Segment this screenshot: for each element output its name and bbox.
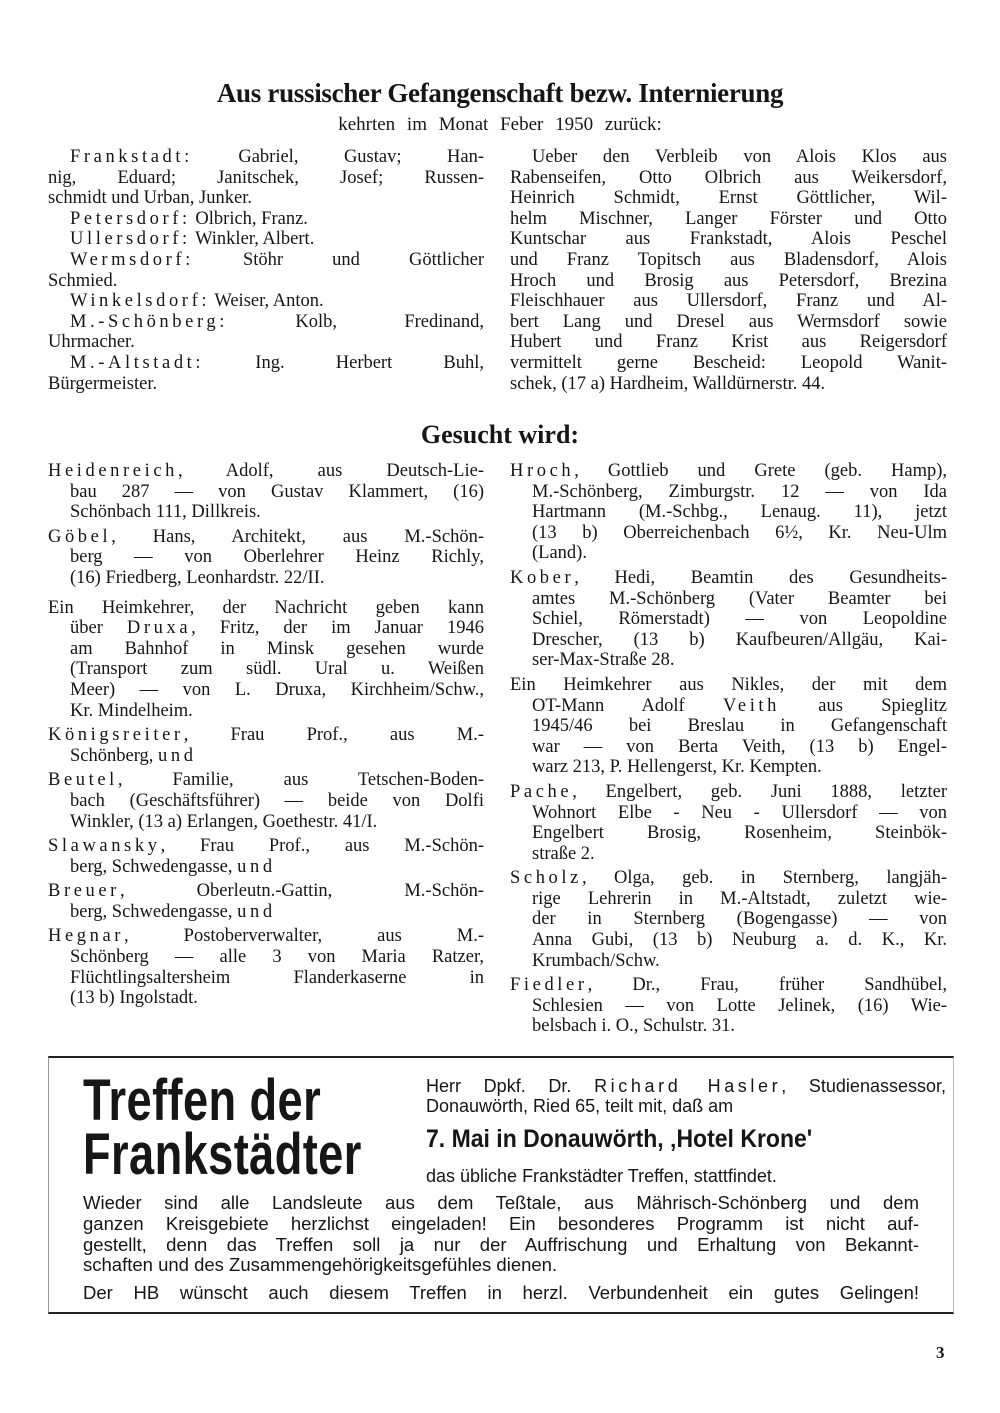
text-segment: Flüchtlingsaltersheim Flanderkaserne in bbox=[70, 967, 484, 988]
spaced-name: Slawansky bbox=[48, 836, 161, 857]
meeting-title-line: Frankstädter bbox=[83, 1122, 362, 1187]
text-entry bbox=[48, 926, 484, 1008]
text-segment: , Frau Prof., aus M.- bbox=[183, 725, 484, 746]
text-entry bbox=[510, 868, 947, 971]
text-entry bbox=[510, 975, 947, 1037]
text-segment: Winkler, (13 a) Erlangen, Goethestr. 41/I. bbox=[70, 811, 378, 832]
text-line bbox=[510, 291, 947, 312]
text-line bbox=[48, 857, 484, 878]
text-segment: Hubert und Franz Krist aus Reigersdorf bbox=[510, 332, 947, 353]
text-entry bbox=[48, 312, 484, 353]
text-segment: Hartmann (M.-Schbg., Lenaug. 11), jetzt bbox=[532, 502, 947, 523]
text-line bbox=[510, 650, 947, 671]
spaced-name: Frankstadt: bbox=[70, 147, 193, 167]
text-segment: helm Mischner, Langer Förster und Otto bbox=[510, 208, 947, 229]
text-line bbox=[510, 147, 947, 168]
text-line bbox=[48, 147, 484, 168]
text-line bbox=[510, 312, 947, 333]
text-segment: bach (Geschäftsführer) — beide von Dolfi bbox=[70, 790, 484, 811]
spaced-name: Winkelsdorf: bbox=[70, 291, 211, 312]
spaced-name: M.-Schönberg: bbox=[70, 311, 228, 332]
spaced-name: Wermsdorf: bbox=[70, 249, 194, 270]
text-line bbox=[48, 639, 484, 660]
text-segment: , Fritz, der im Januar 1946 bbox=[191, 618, 485, 639]
text-segment: ganzen Kreisgebiete herzlichst eingeladen! Ein besonderes Programm ist nicht auf- bbox=[83, 1212, 919, 1234]
text-segment: (13 b) Ingolstadt. bbox=[70, 988, 198, 1009]
text-segment: Kuntschar aus Frankstadt, Alois Peschel bbox=[510, 229, 947, 250]
text-segment: Winkler, Albert. bbox=[190, 229, 315, 250]
text-segment: OT-Mann Adolf bbox=[532, 695, 723, 716]
text-entry bbox=[510, 568, 947, 671]
text-segment: Drescher, (13 b) Kaufbeuren/Allgäu, Kai- bbox=[532, 629, 947, 650]
text-line bbox=[510, 332, 947, 353]
text-segment: Ueber den Verbleib von Alois Klos aus bbox=[532, 147, 947, 167]
meeting-date-location: 7. Mai in Donauwörth, ‚Hotel Krone' bbox=[426, 1125, 813, 1153]
text-segment: (Transport zum südl. Ural u. Weißen bbox=[70, 659, 484, 680]
text-segment: Engelbert Brosig, Rosenheim, Steinbök- bbox=[532, 823, 947, 844]
spaced-name: Hegnar bbox=[48, 926, 125, 947]
spaced-name: Pache bbox=[510, 781, 573, 802]
text-line bbox=[48, 926, 484, 947]
text-segment: Weiser, Anton. bbox=[210, 291, 324, 312]
text-line bbox=[510, 889, 947, 910]
text-segment: Schmied. bbox=[48, 270, 118, 291]
text-entry bbox=[83, 1193, 919, 1276]
text-line bbox=[510, 951, 947, 972]
returnees-right-column bbox=[510, 147, 947, 394]
meeting-body bbox=[83, 1193, 919, 1276]
text-segment: Kr. Mindelheim. bbox=[70, 700, 193, 721]
text-line bbox=[510, 568, 947, 589]
text-line bbox=[426, 1096, 946, 1116]
text-line bbox=[510, 209, 947, 230]
text-line bbox=[510, 716, 947, 737]
text-segment: , Studienassessor, bbox=[781, 1076, 946, 1096]
text-segment: , Hedi, Beamtin des Gesundheits- bbox=[574, 567, 947, 588]
text-line bbox=[48, 968, 484, 989]
spaced-name: Veith bbox=[722, 695, 781, 716]
text-line bbox=[83, 1235, 919, 1256]
spaced-name: und bbox=[158, 745, 197, 766]
text-segment: Herr Dpkf. Dr. bbox=[426, 1076, 595, 1096]
text-segment: , Gottlieb und Grete (geb. Hamp), bbox=[574, 461, 947, 481]
text-line bbox=[48, 374, 484, 395]
meeting-intro bbox=[426, 1076, 946, 1116]
wanted-left-column bbox=[48, 461, 484, 1013]
text-segment: berg, Schwedengasse, bbox=[70, 901, 238, 922]
text-line bbox=[510, 782, 947, 803]
text-line bbox=[510, 844, 947, 865]
text-segment: , Olga, geb. in Sternberg, langjäh- bbox=[581, 868, 947, 889]
text-line bbox=[48, 812, 484, 833]
text-line bbox=[48, 902, 484, 923]
text-segment: bau 287 — von Gustav Klammert, (16) bbox=[70, 481, 484, 502]
text-line bbox=[83, 1255, 919, 1276]
spaced-name: Göbel bbox=[48, 526, 112, 547]
text-line bbox=[48, 680, 484, 701]
text-line bbox=[510, 502, 947, 523]
text-line bbox=[510, 975, 947, 996]
text-segment: schaften und des Zusammengehörigkeitsgefühles dienen. bbox=[83, 1254, 558, 1276]
text-segment: über bbox=[70, 618, 127, 639]
text-line bbox=[48, 271, 484, 292]
spaced-name: Druxa bbox=[126, 618, 192, 639]
text-entry bbox=[48, 881, 484, 922]
wanted-right-column bbox=[510, 461, 947, 1041]
text-entry bbox=[510, 782, 947, 864]
meeting-title bbox=[83, 1068, 362, 1187]
text-segment: amtes M.-Schönberg (Vater Beamter bei bbox=[532, 588, 947, 609]
spaced-name: Kober bbox=[510, 567, 575, 588]
text-line bbox=[510, 589, 947, 610]
text-line bbox=[510, 271, 947, 292]
text-segment: , Frau Prof., aus M.-Schön- bbox=[160, 836, 484, 857]
text-segment: Uhrmacher. bbox=[48, 332, 135, 353]
spaced-name: Richard Hasler bbox=[594, 1076, 782, 1096]
text-line bbox=[48, 618, 484, 639]
text-entry bbox=[510, 675, 947, 778]
text-segment: 1945/46 bei Breslau in Gefangenschaft bbox=[532, 716, 947, 737]
text-line bbox=[83, 1214, 919, 1235]
text-line bbox=[48, 746, 484, 767]
text-line bbox=[510, 353, 947, 374]
text-segment: Schönberg, bbox=[70, 745, 159, 766]
text-line bbox=[510, 229, 947, 250]
text-line bbox=[48, 188, 484, 209]
text-line bbox=[48, 527, 484, 548]
article-subtitle: kehrten im Monat Feber 1950 zurück: bbox=[338, 114, 662, 135]
text-line bbox=[48, 725, 484, 746]
text-segment: Wohnort Elbe - Neu - Ullersdorf — von bbox=[532, 802, 947, 823]
text-line bbox=[48, 312, 484, 333]
text-segment: Anna Gubi, (13 b) Neuburg a. d. K., Kr. bbox=[532, 930, 947, 951]
text-line bbox=[48, 209, 484, 230]
returnees-left-column bbox=[48, 147, 484, 394]
text-line bbox=[510, 803, 947, 824]
spaced-name: Fiedler bbox=[510, 975, 588, 996]
article-title: Aus russischer Gefangenschaft bezw. Internierung bbox=[216, 78, 784, 108]
text-line bbox=[48, 461, 484, 482]
text-line bbox=[48, 332, 484, 353]
text-entry bbox=[48, 147, 484, 209]
text-line bbox=[510, 630, 947, 651]
text-line bbox=[510, 737, 947, 758]
spaced-name: Scholz bbox=[510, 868, 582, 889]
text-segment: Heinrich Schmidt, Ernst Göttlicher, Wil- bbox=[510, 188, 947, 209]
text-segment: aus Spieglitz bbox=[780, 695, 947, 716]
spaced-name: Beutel bbox=[48, 770, 118, 791]
text-segment: der in Sternberg (Bogengasse) — von bbox=[532, 909, 947, 930]
text-line bbox=[48, 291, 484, 312]
meeting-closing: Der HB wünscht auch diesem Treffen in herzl. Verbundenheit ein gutes Gelingen! bbox=[83, 1282, 919, 1303]
text-line bbox=[48, 353, 484, 374]
text-segment: schmidt und Urban, Junker. bbox=[48, 188, 252, 209]
text-segment: Kolb, Fredinand, bbox=[227, 311, 484, 332]
text-line bbox=[510, 675, 947, 696]
text-segment: Ein Heimkehrer aus Nikles, der mit dem bbox=[510, 674, 947, 695]
text-segment: , Hans, Architekt, aus M.-Schön- bbox=[111, 526, 484, 547]
text-line bbox=[48, 168, 484, 189]
meeting-announcement-box bbox=[48, 1056, 954, 1314]
text-entry bbox=[48, 836, 484, 877]
text-segment: straße 2. bbox=[532, 843, 595, 864]
text-line bbox=[48, 547, 484, 568]
text-segment: Fleischhauer aus Ullersdorf, Franz und Al- bbox=[510, 291, 947, 312]
text-line bbox=[48, 482, 484, 503]
spaced-name: und bbox=[237, 901, 276, 922]
text-segment: gestellt, denn das Treffen soll ja nur der Auffrischung und Erhaltung von Bekannt- bbox=[83, 1233, 919, 1255]
text-segment: Stöhr und Göttlicher bbox=[193, 249, 484, 270]
text-entry bbox=[48, 353, 484, 394]
text-segment: Schlesien — von Lotte Jelinek, (16) Wie- bbox=[532, 995, 947, 1016]
text-segment: warz 213, P. Hellengerst, Kr. Kempten. bbox=[532, 757, 822, 778]
text-segment: Ein Heimkehrer, der Nachricht geben kann bbox=[48, 597, 484, 618]
text-segment: bert Lang und Dresel aus Wermsdorf sowie bbox=[510, 311, 947, 332]
text-line bbox=[48, 881, 484, 902]
text-entry bbox=[48, 229, 484, 250]
text-entry bbox=[510, 461, 947, 564]
text-line bbox=[426, 1076, 946, 1096]
text-entry bbox=[48, 725, 484, 766]
text-line bbox=[510, 1016, 947, 1037]
text-entry bbox=[48, 598, 484, 722]
text-entry bbox=[48, 250, 484, 291]
text-segment: Wieder sind alle Landsleute aus dem Teßtale, aus Mährisch-Schönberg und dem bbox=[83, 1192, 919, 1213]
text-segment: (13 b) Oberreichenbach 6½, Kr. Neu-Ulm bbox=[532, 522, 947, 543]
text-segment: , Engelbert, geb. Juni 1888, letzter bbox=[572, 781, 947, 802]
text-segment: vermittelt gerne Bescheid: Leopold Wanit- bbox=[510, 352, 947, 373]
text-segment: berg, Schwedengasse, bbox=[70, 856, 238, 877]
text-segment: Rabenseifen, Otto Olbrich aus Weikersdorf, bbox=[510, 167, 947, 188]
text-line bbox=[510, 543, 947, 564]
text-segment: Olbrich, Franz. bbox=[190, 208, 308, 229]
text-line bbox=[510, 909, 947, 930]
text-segment: rige Lehrerin in M.-Altstadt, zuletzt wie- bbox=[532, 888, 947, 909]
text-line bbox=[510, 168, 947, 189]
text-segment: war — von Berta Veith, (13 b) Engel- bbox=[532, 736, 947, 757]
text-segment: ser-Max-Straße 28. bbox=[532, 650, 675, 671]
page-number: 3 bbox=[936, 1343, 945, 1362]
text-line bbox=[510, 757, 947, 778]
text-segment: schek, (17 a) Hardheim, Walldürnerstr. 44. bbox=[510, 373, 826, 394]
text-segment: , Familie, aus Tetschen-Boden- bbox=[117, 770, 484, 791]
text-line bbox=[48, 791, 484, 812]
text-line bbox=[48, 229, 484, 250]
text-line bbox=[510, 823, 947, 844]
text-segment: Bürgermeister. bbox=[48, 373, 158, 394]
text-line bbox=[510, 482, 947, 503]
spaced-name: M.-Altstadt: bbox=[70, 352, 205, 373]
meeting-title-line: Treffen der bbox=[83, 1068, 322, 1133]
text-entry bbox=[48, 291, 484, 312]
text-line bbox=[510, 996, 947, 1017]
text-segment: Schönbach 111, Dillkreis. bbox=[70, 502, 261, 523]
text-segment: berg — von Oberlehrer Heinz Richly, bbox=[70, 547, 484, 568]
text-segment: Hroch und Brosig aus Petersdorf, Brezina bbox=[510, 270, 947, 291]
text-line bbox=[510, 868, 947, 889]
text-line bbox=[48, 836, 484, 857]
text-segment: , Oberleutn.-Gattin, M.-Schön- bbox=[119, 881, 484, 902]
text-entry bbox=[48, 461, 484, 523]
meeting-intro-end: das übliche Frankstädter Treffen, stattfindet. bbox=[426, 1166, 777, 1186]
text-segment: Schiel, Römerstadt) — von Leopoldine bbox=[532, 609, 947, 630]
text-line bbox=[48, 659, 484, 680]
text-segment: Krumbach/Schw. bbox=[532, 950, 660, 971]
text-line bbox=[48, 988, 484, 1009]
spaced-name: Hroch bbox=[510, 461, 575, 481]
text-line bbox=[510, 696, 947, 717]
wanted-heading: Gesucht wird: bbox=[420, 420, 580, 449]
spaced-name: Heidenreich bbox=[48, 461, 178, 481]
text-segment: , Postoberverwalter, aus M.- bbox=[124, 926, 484, 947]
text-segment: nig, Eduard; Janitschek, Josef; Russen- bbox=[48, 167, 484, 188]
text-line bbox=[48, 502, 484, 523]
text-segment: am Bahnhof in Minsk gesehen wurde bbox=[70, 638, 484, 659]
text-segment: (Land). bbox=[532, 543, 587, 564]
text-segment: belsbach i. O., Schulstr. 31. bbox=[532, 1016, 735, 1037]
text-line bbox=[48, 947, 484, 968]
text-segment: Gabriel, Gustav; Han- bbox=[192, 147, 484, 167]
text-entry bbox=[48, 209, 484, 230]
text-segment: Schönberg — alle 3 von Maria Ratzer, bbox=[70, 947, 484, 968]
text-line bbox=[48, 250, 484, 271]
text-entry bbox=[510, 147, 947, 394]
spaced-name: und bbox=[237, 856, 276, 877]
text-segment: Donauwörth, Ried 65, teilt mit, daß am bbox=[426, 1096, 734, 1116]
text-line bbox=[510, 250, 947, 271]
text-line bbox=[510, 523, 947, 544]
text-line bbox=[510, 609, 947, 630]
text-line bbox=[510, 188, 947, 209]
text-line bbox=[510, 461, 947, 482]
text-entry bbox=[48, 527, 484, 589]
text-segment: M.-Schönberg, Zimburgstr. 12 — von Ida bbox=[532, 481, 947, 502]
text-segment: , Dr., Frau, früher Sandhübel, bbox=[587, 975, 947, 996]
spaced-name: Petersdorf: bbox=[70, 208, 191, 229]
text-entry bbox=[426, 1076, 946, 1116]
spaced-name: Breuer bbox=[48, 881, 120, 902]
text-entry bbox=[48, 770, 484, 832]
text-segment: und Franz Topitsch aus Bladensdorf, Alois bbox=[510, 249, 947, 270]
text-segment: (16) Friedberg, Leonhardstr. 22/II. bbox=[70, 567, 325, 588]
text-segment: Ing. Herbert Buhl, bbox=[204, 352, 484, 373]
text-line bbox=[48, 568, 484, 589]
spaced-name: Königsreiter bbox=[48, 725, 184, 746]
text-segment: Meer) — von L. Druxa, Kirchheim/Schw., bbox=[70, 679, 484, 700]
spaced-name: Ullersdorf: bbox=[70, 229, 191, 250]
text-line bbox=[510, 374, 947, 395]
text-line bbox=[48, 701, 484, 722]
text-line bbox=[48, 770, 484, 791]
text-segment: , Adolf, aus Deutsch-Lie- bbox=[178, 461, 484, 481]
text-line bbox=[510, 930, 947, 951]
text-line bbox=[83, 1193, 919, 1214]
text-line bbox=[48, 598, 484, 619]
